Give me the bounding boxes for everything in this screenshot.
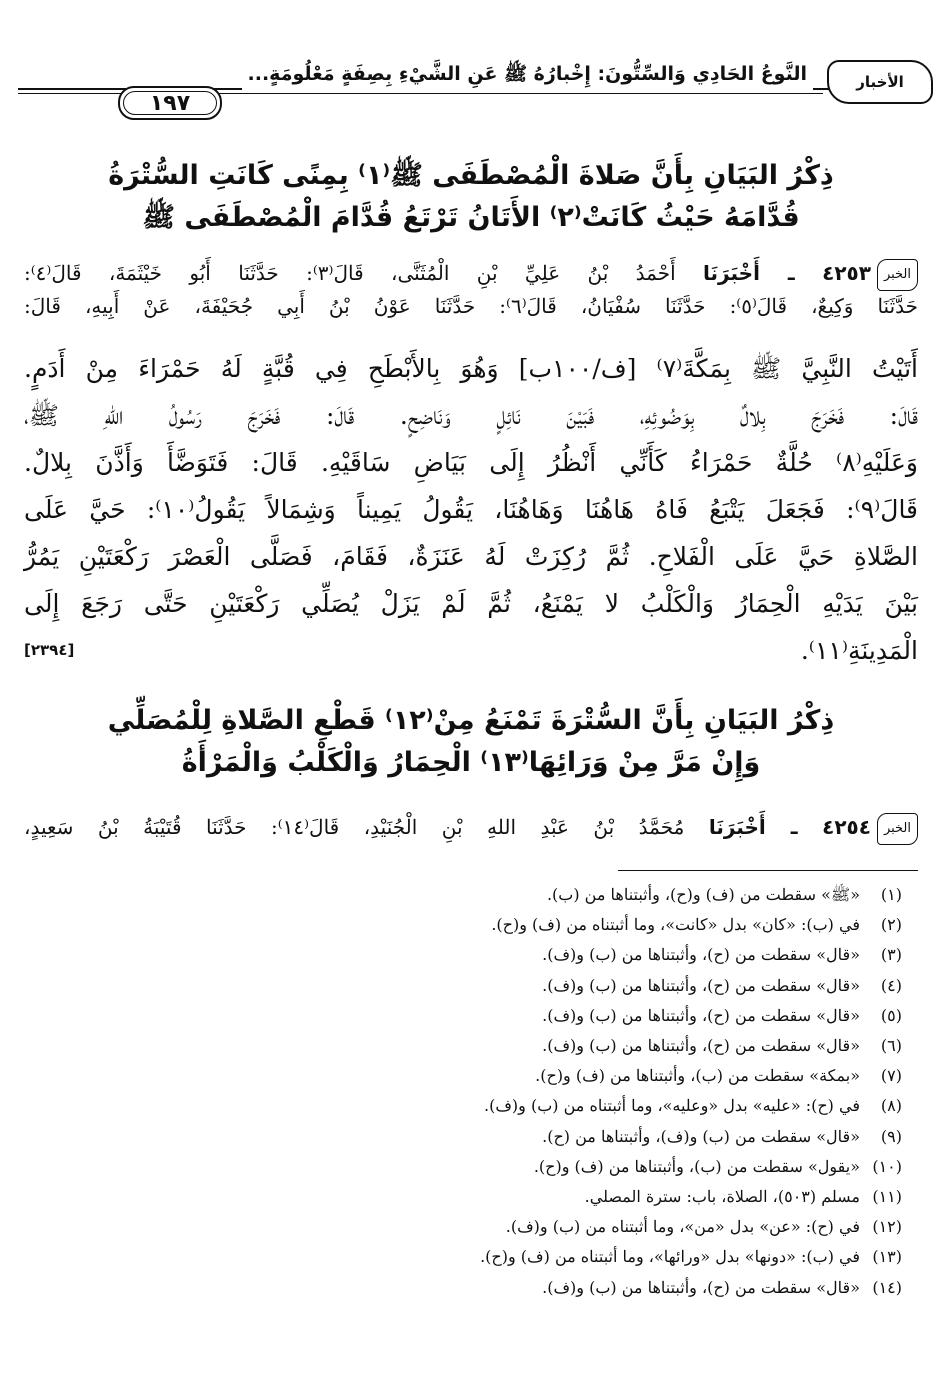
- badge-label: الأخبار: [856, 73, 904, 91]
- footnote: [60, 1242, 902, 1272]
- isnad-text: أَحْمَدُ بْنُ عَلِيِّ بْنِ الْمُثَنَّى، قَالَ⁽٣⁾: حَدَّثَنَا أَبُو خَيْثَمَةَ، قَالَ⁽٤⁾:: [24, 261, 676, 285]
- chapter-heading-2: [40, 700, 902, 784]
- footnote: [60, 880, 902, 910]
- footnote-text: «قال» سقطت من (ح)، وأثبتناها من (ب) و(ف).: [542, 1277, 860, 1297]
- footnote-number: (١٤): [872, 1277, 902, 1297]
- footnote: [60, 1152, 902, 1182]
- footnote: [60, 1061, 902, 1091]
- matn-line: أَتَيْتُ النَّبِيَّ ﷺ بِمَكَّةَ⁽٧⁾ [ف/١٠٠ب] وَهُوَ بِالأَبْطَحِ فِي قُبَّةٍ لَهُ حَمْرَاءَ مِنْ أَدَمٍ.: [24, 354, 918, 383]
- heading-line: وَإِنْ مَرَّ مِنْ وَرَائِهَا⁽١٣⁾ الْحِمَارُ وَالْكَلْبُ وَالْمَرْأَةُ: [181, 747, 761, 778]
- heading-line: ذِكْرُ البَيَانِ بِأَنَّ صَلاةَ الْمُصْطَفَى ﷺ⁽١⁾ بِمِنًى كَانَتِ السُّتْرَةُ: [108, 160, 834, 191]
- running-title: النَّوعُ الحَادِي وَالسِّتُّونَ: إِخْبارُهُ ﷺ عَنِ الشَّيْءِ بِصِفَةٍ مَعْلُومَةٍ...: [242, 62, 813, 90]
- footnote-text: مسلم (٥٠٣)، الصلاة، باب: سترة المصلي.: [584, 1187, 860, 1207]
- footnote-text: في (ب): «دونها» بدل «ورائها»، وما أثبتناه من (ف) و(ح).: [480, 1247, 860, 1267]
- footnote-number: (١): [880, 885, 902, 904]
- footnote: [60, 1182, 902, 1212]
- khabar-mark: الخبر: [877, 813, 918, 845]
- hadith-number: ٤٢٥٤: [822, 815, 871, 839]
- page-header: [18, 60, 933, 130]
- matn-line: وَعَلَيْهِ⁽٨⁾ حُلَّةٌ حَمْرَاءُ كَأَنِّي أَنْظُرُ إِلَى بَيَاضِ سَاقَيْهِ. قَالَ: فَتَوَضَّأَ وَأَذَّنَ بِلالٌ.: [24, 448, 918, 477]
- footnote: [60, 1001, 902, 1031]
- footnote: [60, 1273, 902, 1303]
- hadith-4253-isnad: [24, 258, 918, 321]
- section-badge: [827, 60, 933, 104]
- footnote-text: «بمكة» سقطت من (ب)، وأثبتناها من (ف) و(ح).: [535, 1066, 860, 1086]
- footnotes: [60, 880, 902, 1303]
- footnote-number: (٩): [880, 1126, 902, 1146]
- footnote: [60, 1212, 902, 1242]
- footnote-text: «ﷺ» سقطت من (ف) و(ح)، وأثبتناها من (ب).: [546, 885, 860, 904]
- footnote-number: (٣): [880, 945, 902, 965]
- isnad-line: [24, 258, 918, 291]
- footnote: [60, 971, 902, 1001]
- footnote: [60, 1122, 902, 1152]
- footnote: [60, 910, 902, 940]
- chapter-heading-1: [40, 155, 902, 239]
- footnote-separator: [618, 870, 918, 871]
- matn-last-line: [24, 627, 918, 674]
- page-number-frame: [118, 86, 222, 120]
- footnote-number: (١١): [872, 1187, 902, 1207]
- footnote-text: «قال» سقطت من (ح)، وأثبتناها من (ب) و(ف).: [542, 1005, 860, 1025]
- footnote-number: (٤): [880, 975, 902, 995]
- matn-line: الصَّلاةِ حَيَّ عَلَى الْفَلاحِ. ثُمَّ رُكِزَتْ لَهُ عَنَزَةٌ، فَقَامَ، فَصَلَّى الْعَصْرَ رَكْعَتَيْنِ يَمُرُّ: [24, 542, 918, 571]
- matn-line: قَالَ⁽٩⁾: فَجَعَلَ يَتْبَعُ فَاهُ هَاهُنَا وَهَاهُنَا، يَقُولُ يَمِيناً وَشِمَالاً يَقُولُ⁽١٠⁾: حَيَّ عَلَى: [24, 495, 919, 524]
- footnote-text: «يقول» سقطت من (ب)، وأثبتناها من (ف) و(ح).: [533, 1156, 860, 1176]
- footnote-text: «قال» سقطت من (ح)، وأثبتناها من (ب) و(ف).: [542, 1036, 860, 1056]
- heading-line: قُدَّامَهُ حَيْثُ كَانَتْ⁽٢⁾ الأَتَانُ تَرْتَعُ قُدَّامَ الْمُصْطَفَى ﷺ: [142, 202, 800, 233]
- footnote-number: (٥): [880, 1005, 902, 1025]
- isnad-line: [24, 812, 918, 845]
- footnote-text: في (ح): «عليه» بدل «وعليه»، وما أثبتناه من (ب) و(ف).: [484, 1096, 860, 1116]
- hadith-4253-matn: [24, 345, 918, 674]
- matn-line: بَيْنَ يَدَيْهِ الْحِمَارُ وَالْكَلْبُ لا يَمْنَعُ، ثُمَّ لَمْ يَزَلْ يُصَلِّي رَكْعَتَيْنِ حَتَّى رَجَعَ إِلَى: [24, 589, 918, 618]
- heading-line: ذِكْرُ البَيَانِ بِأَنَّ السُّتْرَةَ تَمْنَعُ مِنْ⁽١٢⁾ قَطْعِ الصَّلاةِ لِلْمُصَلِّي: [107, 705, 835, 736]
- akhbarana-label: ـ أَخْبَرَنَا: [703, 261, 795, 285]
- footnote-number: (٧): [880, 1066, 902, 1086]
- footnote-number: (٦): [880, 1036, 902, 1056]
- hadith-number: ٤٢٥٣: [822, 261, 871, 285]
- footnote: [60, 940, 902, 970]
- akhbarana-label: ـ أَخْبَرَنَا: [708, 815, 798, 839]
- hadith-4254-isnad: [24, 812, 918, 845]
- footnote-number: (٢): [880, 915, 902, 935]
- footnote-number: (١٠): [872, 1156, 902, 1176]
- footnote-text: «قال» سقطت من (ح)، وأثبتناها من (ب) و(ف).: [542, 975, 860, 995]
- footnote: [60, 1031, 902, 1061]
- hadith-reference: [٢٣٩٤]: [24, 641, 75, 659]
- footnote-text: «قال» سقطت من (ب) و(ف)، وأثبتناها من (ح).: [542, 1126, 860, 1146]
- matn-line: الْمَدِينَةِ⁽١١⁾.: [800, 636, 918, 665]
- footnote-number: (١٣): [872, 1247, 902, 1267]
- footnote-text: في (ح): «عن» بدل «من»، وما أثبتناه من (ب) و(ف).: [505, 1217, 860, 1237]
- footnote-text: في (ب): «كان» بدل «كانت»، وما أثبتناه من (ف) و(ح).: [491, 915, 860, 935]
- footnote-text: «قال» سقطت من (ح)، وأثبتناها من (ب) و(ف).: [542, 945, 860, 965]
- footnote-number: (١٢): [872, 1217, 902, 1237]
- footnote-number: (٨): [880, 1096, 902, 1116]
- isnad-line: حَدَّثَنَا وَكِيعٌ، قَالَ⁽٥⁾: حَدَّثَنَا سُفْيَانُ، قَالَ⁽٦⁾: حَدَّثَنَا عَوْنُ بْنُ أَبِي جُحَيْفَةَ، عَنْ أَبِيهِ، قَالَ:: [24, 293, 918, 318]
- page-number: ١٩٧: [149, 90, 191, 116]
- footnote: [60, 1091, 902, 1121]
- matn-line: قَالَ: فَخَرَجَ بِلالٌ بِوَضُوئِهِ، فَبَيْنَ نَائِلٍ وَنَاضِحٍ. قَالَ: فَخَرَجَ رَسُولُ اللهِ ﷺ،: [24, 401, 918, 430]
- khabar-mark: الخبر: [877, 259, 918, 291]
- isnad-text: مُحَمَّدُ بْنُ عَبْدِ اللهِ بْنِ الْجُنَيْدِ، قَالَ⁽١٤⁾: حَدَّثَنَا قُتَيْبَةُ بْنُ سَعِيدٍ،: [24, 815, 685, 839]
